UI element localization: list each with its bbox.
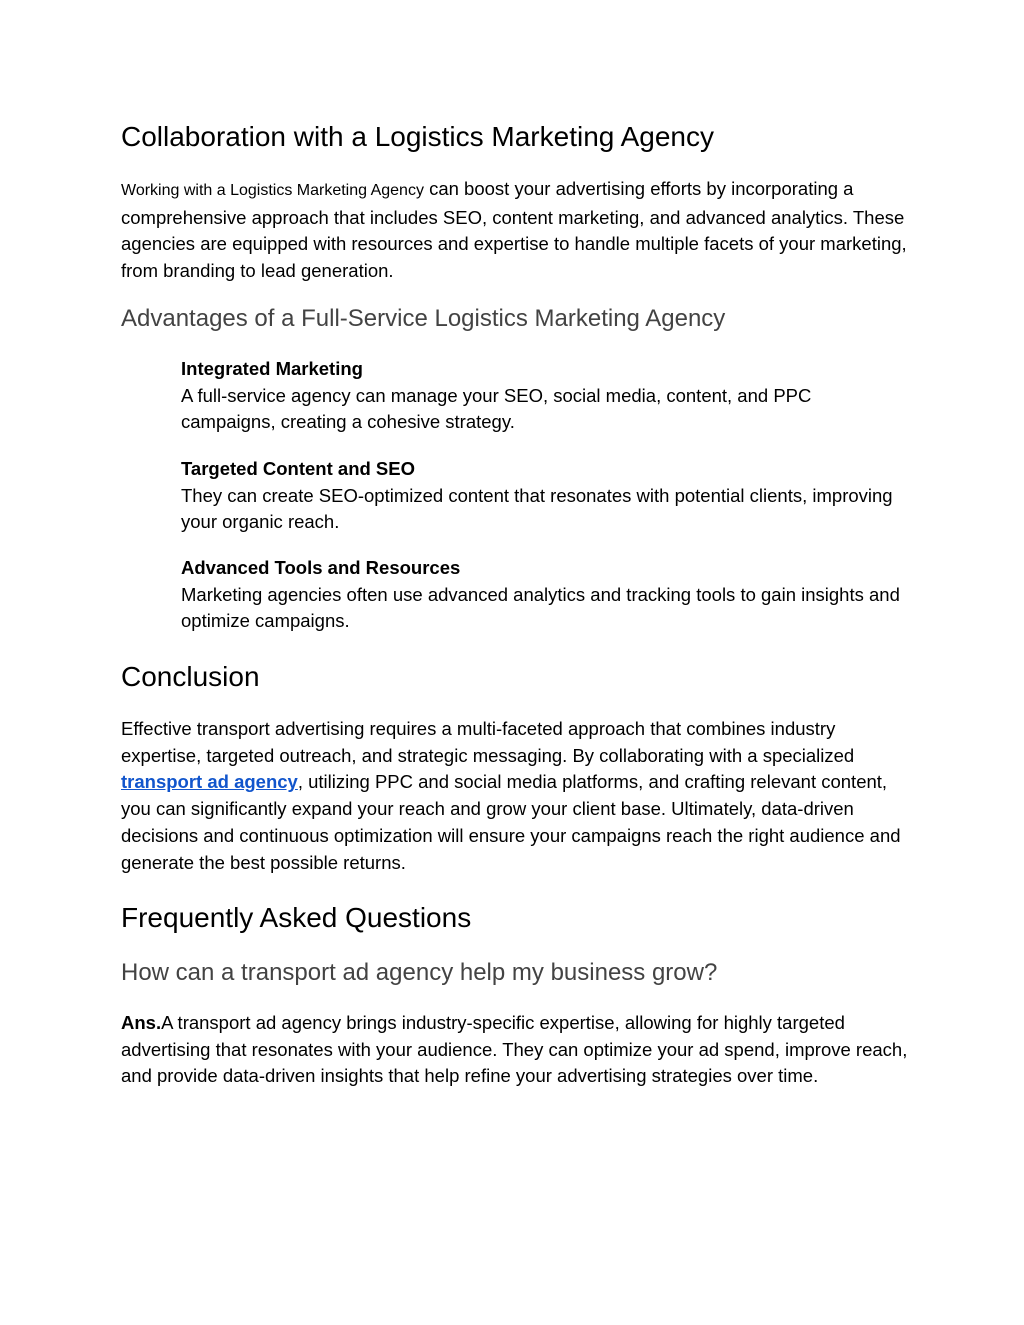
advantage-item xyxy=(181,456,911,536)
faq-heading: Frequently Asked Questions xyxy=(121,902,472,933)
advantage-description: A full-service agency can manage your SEO, social media, content, and PPC campaigns, creating a cohesive strategy. xyxy=(181,384,812,433)
advantage-description: They can create SEO-optimized content that resonates with potential clients, improving your organic reach. xyxy=(181,484,893,533)
advantages-heading: Advantages of a Full-Service Logistics Marketing Agency xyxy=(121,305,726,332)
faq-answer xyxy=(121,1010,911,1090)
conclusion-text-start: Effective transport advertising requires a multi-faceted approach that combines industry expertise, targeted outreach, and strategic messaging. By collaborating with a specialized xyxy=(121,718,855,766)
collaboration-body: can boost your advertising efforts by incorporating a comprehensive approach that includes SEO, content marketing, and advanced analytics. These agencies are equipped with resources and expertise to handle multiple facets of your marketing, from branding to lead generation. xyxy=(121,178,907,282)
advantage-item xyxy=(181,555,911,635)
advantage-title: Targeted Content and SEO xyxy=(181,458,416,479)
collaboration-heading: Collaboration with a Logistics Marketing Agency xyxy=(121,121,714,152)
conclusion-paragraph xyxy=(121,716,911,876)
faq-question: How can a transport ad agency help my business grow? xyxy=(121,959,718,986)
conclusion-text-end: , utilizing PPC and social media platforms, and crafting relevant content, you can significantly expand your reach and grow your client base. Ultimately, data-driven decisions and continuous optimization will ensure your campaigns reach the right audience and generate the best possible returns. xyxy=(121,771,901,873)
collaboration-lead: Working with a Logistics Marketing Agency xyxy=(121,182,424,199)
transport-ad-agency-link[interactable]: transport ad agency xyxy=(121,771,298,793)
advantage-title: Advanced Tools and Resources xyxy=(181,557,461,578)
answer-text: A transport ad agency brings industry-specific expertise, allowing for highly targeted advertising that resonates with your audience. They can optimize your ad spend, improve reach, and provide data-driven insights that help refine your advertising strategies over time. xyxy=(121,1012,908,1087)
advantage-description: Marketing agencies often use advanced analytics and tracking tools to gain insights and optimize campaigns. xyxy=(181,583,900,632)
advantage-item xyxy=(181,356,911,436)
collaboration-paragraph xyxy=(121,176,911,285)
conclusion-heading: Conclusion xyxy=(121,661,260,692)
answer-label: Ans. xyxy=(121,1012,162,1033)
advantage-title: Integrated Marketing xyxy=(181,358,363,379)
